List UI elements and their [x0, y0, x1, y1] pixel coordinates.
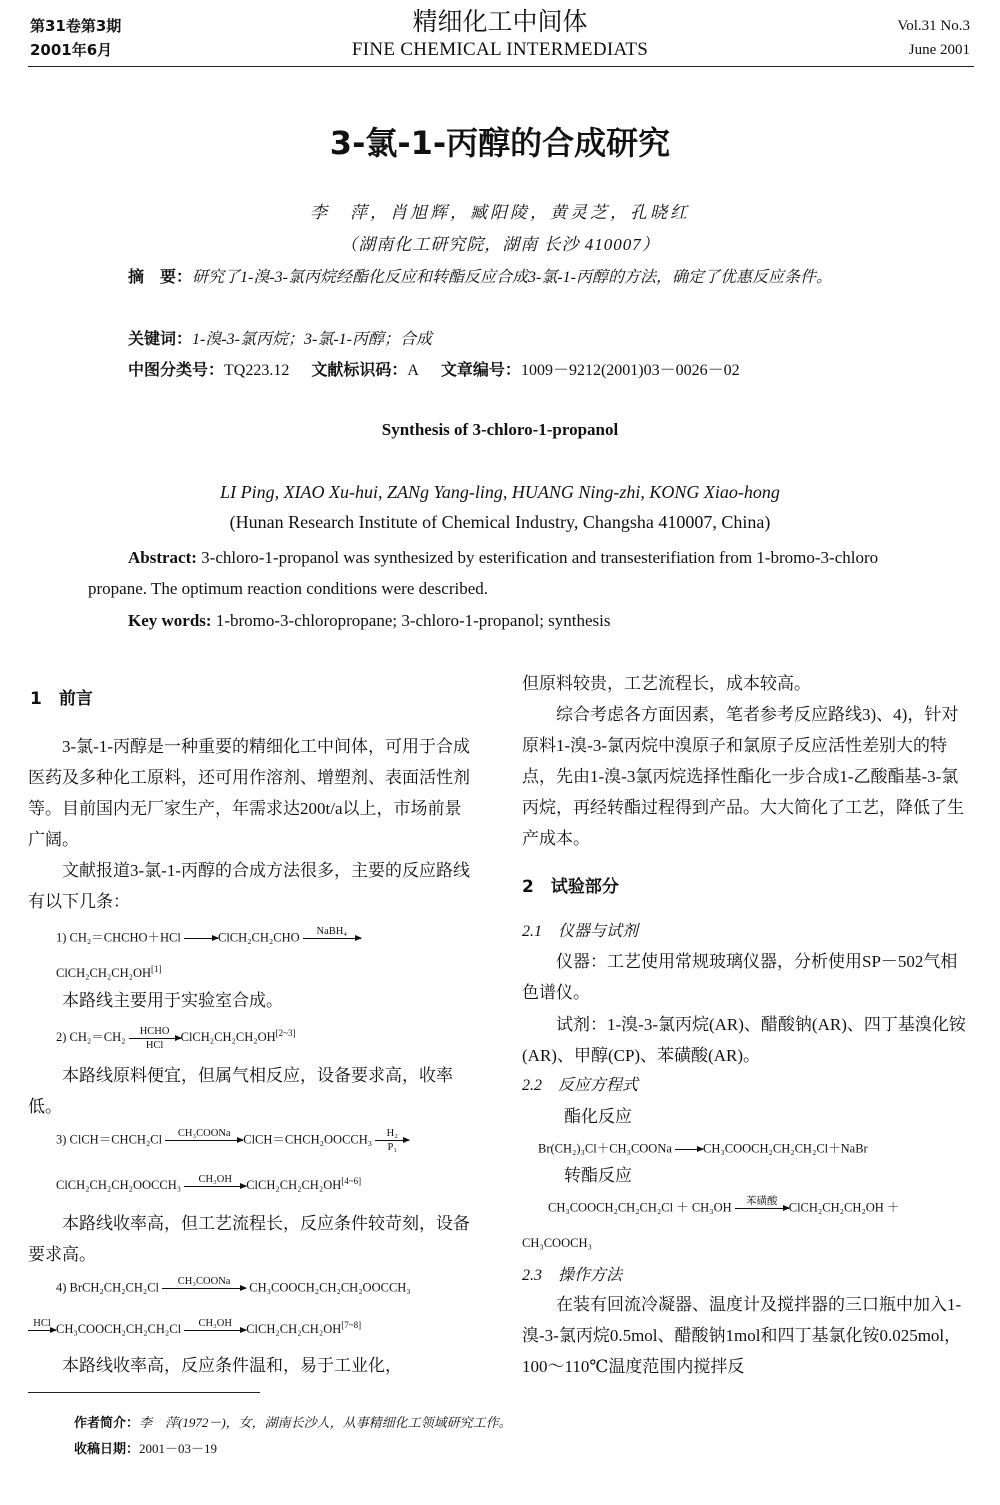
subsection-2-2-heading: 2.2 反应方程式: [522, 1077, 639, 1094]
affiliation-cn: （湖南化工研究院，湖南 长沙 410007）: [340, 235, 660, 254]
r3-reagent-2-bottom: P₁: [387, 1142, 398, 1153]
r3-reagent-2-top: H₂: [386, 1128, 398, 1139]
route-1-note: 本路线主要用于实验室合成。: [62, 991, 283, 1010]
r4-arrow: [162, 1276, 246, 1301]
author-bio-text: 李 萍(1972－)，女，湖南长沙人，从事精细化工领域研究工作。: [139, 1415, 512, 1430]
clc-label: 中图分类号：: [128, 360, 225, 379]
r1-reactants: 1) CH₂＝CHCHO＋HCl: [56, 930, 181, 945]
header-divider: [28, 66, 974, 67]
volume-issue-cn: 第31卷第3期: [30, 17, 122, 35]
r3-arrow-3: [184, 1174, 246, 1199]
r4-reactant: 4) BrCH₂CH₂CH₂Cl: [56, 1280, 160, 1295]
est-reactants: Br(CH₂)₃Cl＋CH₃COONa: [538, 1141, 672, 1156]
authors-cn: 李 萍，肖旭辉，臧阳陵，黄灵芝，孔晓红: [310, 203, 690, 222]
r4-intermediate: CH₃COOCH₂CH₂CH₂OOCCH₃: [249, 1280, 411, 1295]
r1-reagent: NaBH₄: [316, 926, 348, 937]
r1-intermediate: ClCH₂CH₂CHO: [217, 930, 300, 945]
r3-arrow: [165, 1128, 243, 1153]
abstract-en-label: Abstract:: [128, 548, 197, 567]
instruments-paragraph: 仪器：工艺使用常规玻璃仪器，分析使用SP－502气相色谱仪。: [522, 952, 958, 1002]
journal-issue-en: [897, 14, 970, 62]
r3-product: ClCH₂CH₂CH₂OH: [246, 1178, 342, 1193]
route-4-note: 本路线收率高，反应条件温和，易于工业化，: [62, 1356, 402, 1375]
doc-code-value: A: [407, 362, 419, 379]
r1-product: ClCH₂CH₂CH₂OH: [56, 966, 152, 981]
tr-product: ClCH₂CH₂CH₂OH ＋: [788, 1200, 900, 1215]
intro-paragraph-2: 文献报道3-氯-1-丙醇的合成方法很多，主要的反应路线有以下几条：: [28, 861, 470, 911]
journal-name-en: FINE CHEMICAL INTERMEDIATS: [351, 39, 649, 60]
reagents-paragraph: 试剂：1-溴-3-氯丙烷(AR)、醋酸钠(AR)、四丁基溴化铵(AR)、甲醇(CP)、苯磺酸(AR)。: [522, 1015, 966, 1065]
r4-arrow-3: [184, 1318, 246, 1343]
date-en: June 2001: [908, 42, 970, 58]
abstract-cn: [30, 262, 970, 293]
abstract-en: [88, 542, 918, 604]
section-2-heading: 2 试验部分: [522, 877, 619, 897]
subsection-2-3-heading: 2.3 操作方法: [522, 1267, 623, 1284]
procedure-paragraph: 在装有回流冷凝器、温度计及搅拌器的三口瓶中加入1-溴-3-氯丙烷0.5mol、醋酸钠1mol和四丁基氯化铵0.025mol，100～110℃温度范围内搅拌反: [522, 1295, 962, 1376]
r3-reagent: CH₃COONa: [177, 1128, 231, 1139]
esterification-equation: [538, 1137, 868, 1162]
r2-ref: [2~3]: [275, 1028, 296, 1038]
r2-reagent-bottom: HCl: [145, 1039, 164, 1051]
reaction-route-3: [56, 1128, 409, 1153]
transesterification-label: 转酯反应: [564, 1166, 632, 1185]
r4-reagent-2: HCl: [33, 1317, 51, 1329]
right-paragraph-1: 但原料较贵，工艺流程长，成本较高。: [522, 674, 811, 693]
r4-reagent: CH₃COONa: [177, 1276, 231, 1287]
abstract-cn-text: 研究了1-溴-3-氯丙烷经酯化反应和转酯反应合成3-氯-1-丙醇的方法，确定了优惠反应条件。: [192, 269, 832, 286]
r3-intermediate: ClCH＝CHCH₂OOCCH₃: [243, 1132, 373, 1147]
date-cn: 2001年6月: [30, 41, 113, 59]
r3-arrow-2: [375, 1128, 409, 1153]
received-date-value: 2001－03－19: [139, 1441, 218, 1456]
subsection-2-1-heading: 2.1 仪器与试剂: [522, 923, 639, 940]
r2-arrow: [129, 1026, 181, 1051]
r2-product: ClCH₂CH₂CH₂OH: [180, 1030, 276, 1045]
est-arrow: [675, 1137, 703, 1162]
authors-en: LI Ping, XIAO Xu-hui, ZANg Yang-ling, HUANG Ning-zhi, KONG Xiao-hong: [220, 482, 780, 502]
r3-reagent-3: CH₃OH: [198, 1173, 232, 1185]
keywords-cn-text: 1-溴-3-氯丙烷；3-氯-1-丙醇；合成: [192, 331, 432, 348]
author-bio-label: 作者简介：: [74, 1416, 140, 1431]
article-number-label: 文章编号：: [440, 360, 521, 379]
keywords-cn-label: 关键词：: [128, 329, 193, 348]
r4-arrow-2: [28, 1318, 56, 1343]
classification-line: [128, 355, 740, 386]
affiliation-en: (Hunan Research Institute of Chemical Industry, Changsha 410007, China): [229, 512, 771, 532]
section-1-heading: 1 前言: [30, 689, 93, 709]
r2-reagent-top: HCHO: [139, 1025, 170, 1037]
r1-arrow-2: [303, 926, 361, 951]
abstract-cn-label: 摘 要：: [128, 267, 193, 286]
paper-title-en: Synthesis of 3-chloro-1-propanol: [381, 420, 619, 439]
est-products: CH₃COOCH₂CH₂CH₂Cl＋NaBr: [703, 1141, 868, 1156]
paper-title-cn: 3-氯-1-丙醇的合成研究: [329, 124, 671, 162]
journal-name-cn: 精细化工中间体: [412, 7, 588, 36]
esterification-label: 酯化反应: [564, 1107, 632, 1126]
received-date: [74, 1438, 217, 1461]
r3-ref: [4~6]: [341, 1176, 362, 1186]
intro-paragraph-1: 3-氯-1-丙醇是一种重要的精细化工中间体，可用于合成医药及多种化工原料，还可用作溶剂、增塑剂、表面活性剂等。目前国内无厂家生产，年需求达200t/a以上，市场前景广阔。: [28, 737, 470, 849]
transesterification-equation: [548, 1196, 899, 1221]
route-2-note: 本路线原料便宜，但属气相反应，设备要求高，收率低。: [28, 1066, 453, 1116]
reaction-route-4-line-2: [28, 1316, 361, 1343]
keywords-en: [128, 605, 611, 636]
footnote-divider: [28, 1392, 260, 1393]
reaction-route-1-product: [56, 960, 162, 982]
right-paragraph-2: 综合考虑各方面因素，笔者参考反应路线3)、4)，针对原料1-溴-3-氯丙烷中溴原子和氯原子反应活性差别大的特点，先由1-溴-3氯丙烷选择性酯化一步合成1-乙酸酯基-3-氯丙烷，再经转酯过程得到产品。大大简化了工艺，降低了生产成本。: [522, 705, 964, 848]
r4-chloro-ester: CH₃COOCH₂CH₂CH₂Cl: [56, 1322, 182, 1337]
tr-catalyst: 苯磺酸: [746, 1196, 778, 1207]
author-bio: [74, 1412, 512, 1435]
r4-reagent-3: CH₃OH: [198, 1317, 232, 1329]
r2-reactant: 2) CH₂＝CH₂: [56, 1030, 126, 1045]
reaction-route-4: [56, 1276, 411, 1301]
r4-product: ClCH₂CH₂CH₂OH: [246, 1322, 342, 1337]
reaction-route-2: [56, 1024, 296, 1051]
keywords-cn: [128, 324, 432, 355]
r1-ref: [1]: [151, 964, 162, 974]
doc-code-label: 文献标识码：: [311, 360, 408, 379]
transesterification-byproduct: CH₃COOCH₃: [522, 1236, 592, 1250]
clc-value: TQ223.12: [224, 362, 290, 379]
abstract-en-text: 3-chloro-1-propanol was synthesized by esterification and transesterifiation from 1-bromo-3-chloro propane. The optimum reaction conditions were described.: [88, 548, 879, 598]
r3-reactant: 3) ClCH＝CHCH₂Cl: [56, 1132, 163, 1147]
keywords-en-label: Key words:: [128, 611, 212, 630]
r4-ref: [7~8]: [341, 1320, 362, 1330]
volume-issue-en: Vol.31 No.3: [897, 18, 970, 34]
tr-reactants: CH₃COOCH₂CH₂CH₂Cl ＋ CH₃OH: [548, 1200, 732, 1215]
r1-arrow: [184, 926, 218, 951]
tr-arrow: [735, 1196, 789, 1221]
received-date-label: 收稿日期：: [74, 1442, 140, 1457]
route-3-note: 本路线收率高，但工艺流程长，反应条件较苛刻，设备要求高。: [28, 1214, 470, 1264]
journal-name: [0, 6, 1000, 62]
r3-ester: ClCH₂CH₂CH₂OOCCH₃: [56, 1178, 182, 1193]
article-number-value: 1009－9212(2001)03－0026－02: [520, 362, 740, 379]
keywords-en-text: 1-bromo-3-chloropropane; 3-chloro-1-propanol; synthesis: [211, 611, 611, 630]
reaction-route-3-line-2: [56, 1172, 361, 1199]
reaction-route-1: [56, 926, 361, 951]
